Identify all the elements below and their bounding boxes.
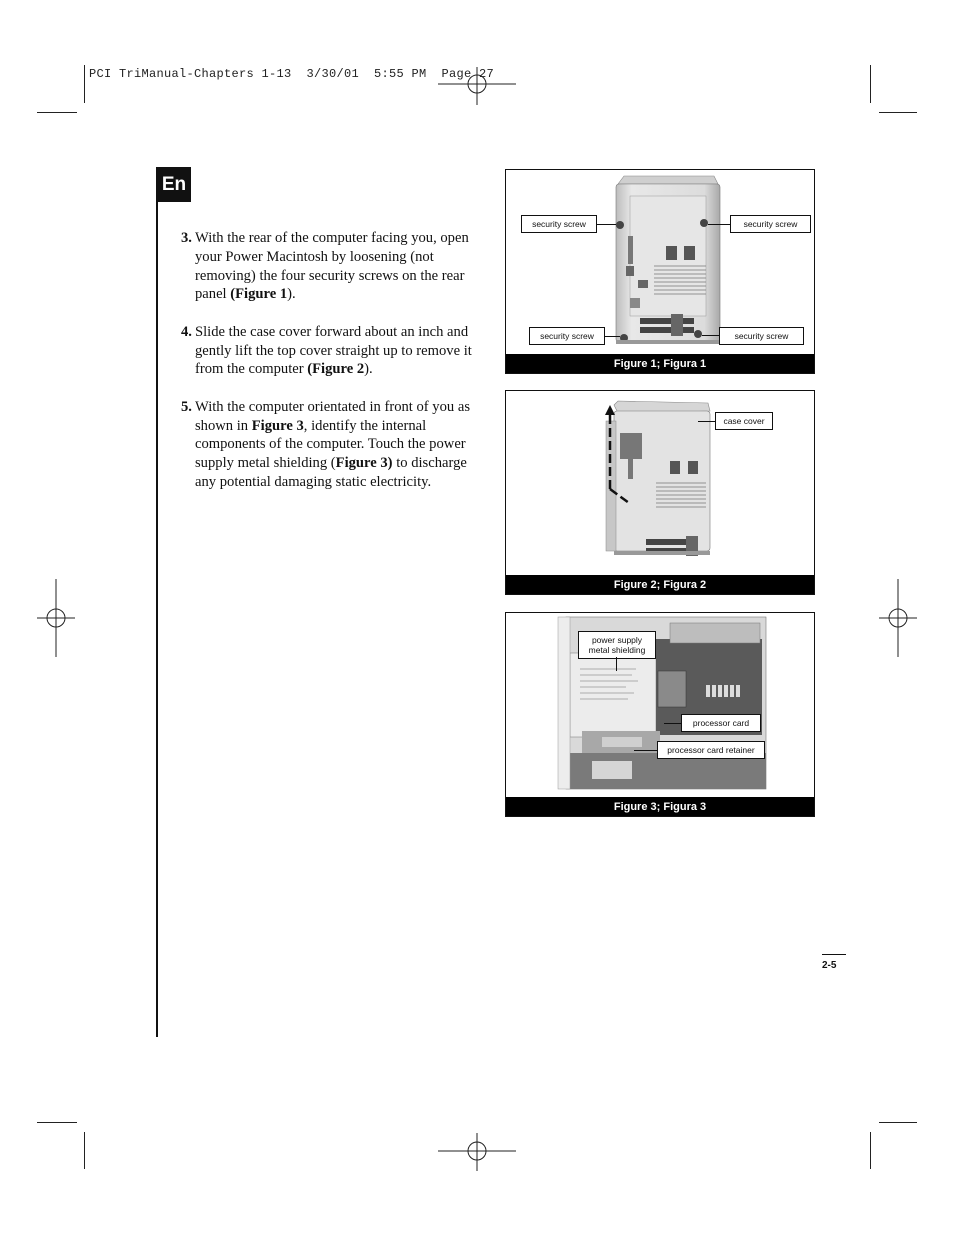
figure-reference: (Figure 2 bbox=[307, 361, 365, 378]
figure-3 bbox=[505, 612, 815, 817]
step-text: With the rear of the computer facing you, open your Power Macintosh by loosening (not removing) the four security screws on the rear panel bbox=[195, 230, 469, 303]
instruction-step bbox=[181, 229, 481, 304]
figure-reference: Figure 3) bbox=[335, 455, 393, 472]
leader-line bbox=[664, 723, 681, 724]
figure-reference: Figure 3 bbox=[251, 417, 304, 434]
leader-line bbox=[708, 224, 730, 225]
step-text: , identify the internal components of the computer. Touch the power supply metal shielding ( bbox=[195, 417, 466, 472]
step-number: 3. bbox=[181, 230, 192, 246]
step-text: to discharge any potential damaging static electricity. bbox=[195, 455, 467, 490]
callout-line: metal shielding bbox=[588, 645, 646, 655]
registration-mark-right bbox=[879, 579, 917, 657]
leader-line bbox=[702, 335, 719, 336]
language-tab: En bbox=[157, 167, 191, 202]
callout-processor-card: processor card bbox=[681, 714, 761, 732]
step-text: With the computer orientated in front of you as shown in bbox=[195, 398, 470, 434]
leader-line bbox=[596, 224, 616, 225]
figure-2 bbox=[505, 390, 815, 595]
leader-line bbox=[604, 336, 620, 337]
callout-security-screw-bottom-right: security screw bbox=[719, 327, 804, 345]
figure-3-caption: Figure 3; Figura 3 bbox=[506, 797, 814, 816]
leader-line bbox=[698, 421, 715, 422]
internal-components-illustration bbox=[506, 613, 814, 797]
step-text: ). bbox=[364, 361, 373, 378]
figure-1 bbox=[505, 169, 815, 374]
page-number-rule bbox=[822, 954, 846, 955]
registration-mark-bottom bbox=[438, 1133, 516, 1171]
figure-reference: (Figure 1 bbox=[230, 286, 288, 303]
leader-line bbox=[634, 750, 657, 751]
callout-security-screw-top-left: security screw bbox=[521, 215, 597, 233]
callout-case-cover: case cover bbox=[715, 412, 773, 430]
callout-security-screw-top-right: security screw bbox=[730, 215, 811, 233]
instruction-step bbox=[181, 323, 481, 379]
margin-rule bbox=[156, 167, 158, 1037]
printer-slug: PCI TriManual-Chapters 1-13 3/30/01 5:55 PM Page 27 bbox=[89, 67, 495, 81]
instruction-step bbox=[181, 398, 481, 492]
callout-line: power supply bbox=[591, 635, 643, 645]
callout-power-supply-metal-shielding bbox=[578, 631, 656, 659]
step-number: 4. bbox=[181, 323, 192, 340]
page-number: 2-5 bbox=[822, 960, 837, 971]
step-text: Slide the case cover forward about an inch and gently lift the top cover straight up to remove it from the computer bbox=[195, 323, 472, 378]
step-number: 5. bbox=[181, 398, 192, 415]
figure-1-caption: Figure 1; Figura 1 bbox=[506, 354, 814, 373]
step-text: ). bbox=[287, 286, 296, 303]
registration-mark-left bbox=[37, 579, 75, 657]
callout-processor-card-retainer: processor card retainer bbox=[657, 741, 765, 759]
leader-line bbox=[616, 657, 617, 671]
callout-security-screw-bottom-left: security screw bbox=[529, 327, 605, 345]
registration-mark-top bbox=[438, 67, 516, 105]
figure-2-caption: Figure 2; Figura 2 bbox=[506, 575, 814, 594]
instruction-steps bbox=[181, 229, 481, 510]
